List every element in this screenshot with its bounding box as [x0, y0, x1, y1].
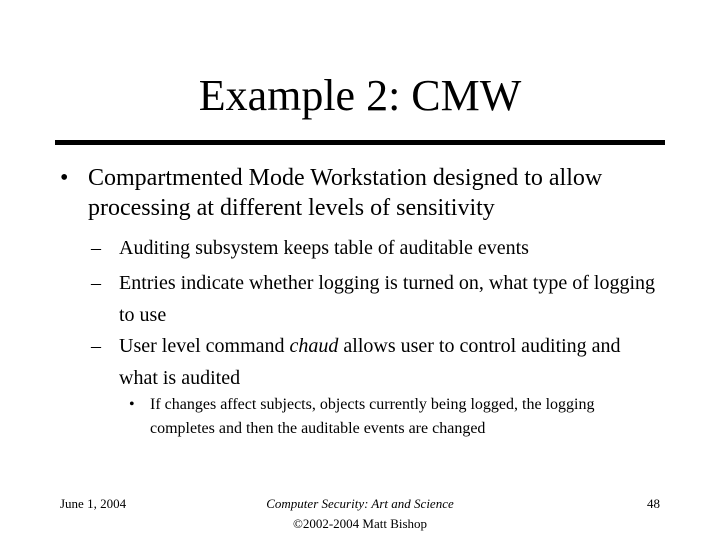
dash-marker: –	[91, 335, 101, 357]
title-divider	[55, 140, 665, 145]
footer-center	[210, 494, 510, 534]
footer-date: June 1, 2004	[60, 496, 127, 511]
page-number: 48	[647, 496, 660, 511]
command-name: chaud	[289, 335, 339, 357]
dash-marker: –	[91, 272, 101, 294]
dash-marker: –	[91, 237, 101, 259]
bullet-text: Compartmented Mode Workstation designed to allow processing at different levels of sensitivity	[88, 165, 603, 221]
footer-course-title: Computer Security: Art and Science	[266, 496, 454, 511]
sub-bullet-text-part: allows user to control auditing and what is audited	[119, 335, 621, 389]
sub-sub-bullet-text: If changes affect subjects, objects currently being logged, the logging completes and then the auditable events are changed	[150, 396, 595, 437]
bullet-marker: •	[129, 396, 135, 413]
sub-bullet-text	[119, 330, 664, 394]
sub-bullet-text: Entries indicate whether logging is turned on, what type of logging to use	[119, 272, 655, 326]
bullet-marker: •	[60, 165, 69, 191]
sub-bullet-text: Auditing subsystem keeps table of auditable events	[119, 237, 529, 259]
sub-bullet-text-part: User level command	[119, 335, 290, 357]
footer-copyright: ©2002-2004 Matt Bishop	[292, 516, 428, 531]
slide-title: Example 2: CMW	[198, 71, 522, 120]
